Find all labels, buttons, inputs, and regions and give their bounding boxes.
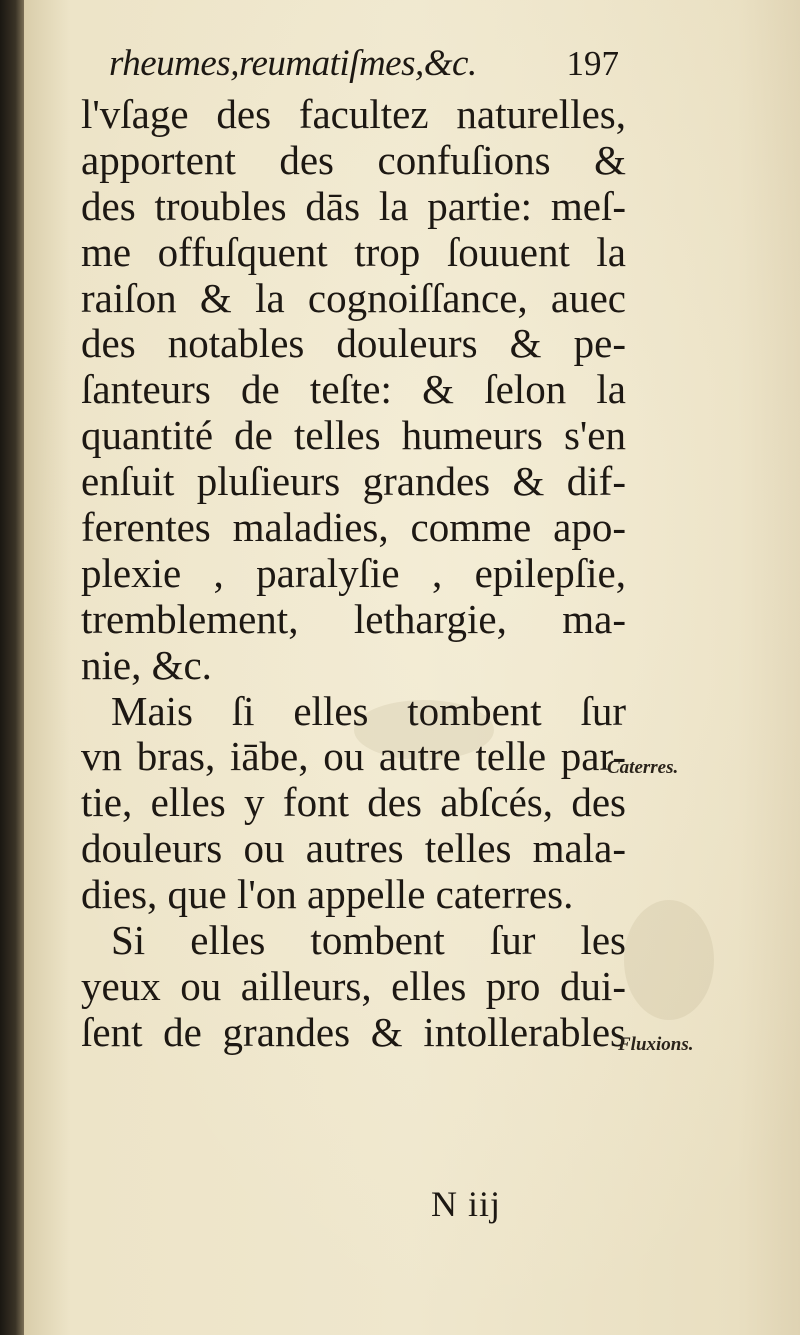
signature-mark: N iij bbox=[431, 1184, 502, 1224]
text-line: me offuſquent trop ſouuent la bbox=[81, 228, 626, 275]
book-page bbox=[24, 0, 800, 1335]
text-line: l'vſage des facultez naturelles, bbox=[81, 91, 626, 137]
paper-stain bbox=[624, 900, 714, 1020]
text-line: enſuit pluſieurs grandes & dif- bbox=[81, 458, 626, 505]
text-line: quantité de telles humeurs s'en bbox=[81, 412, 626, 459]
text-line: nie, &c. bbox=[81, 641, 212, 688]
text-line: raiſon & la cognoiſſance, auec bbox=[81, 274, 626, 321]
text-line: ſent de grandes & intollerables bbox=[81, 1008, 626, 1055]
text-line: tie, elles y font des abſcés, des bbox=[81, 779, 626, 826]
text-line: Mais ſi elles tombent ſur bbox=[111, 687, 626, 734]
text-line: des notables douleurs & pe- bbox=[81, 320, 626, 367]
running-head bbox=[109, 42, 619, 92]
text-line: plexie , paralyſie , epilepſie, bbox=[81, 549, 626, 596]
margin-note-caterres: Caterres. bbox=[607, 757, 679, 778]
text-line: dies, que l'on appelle caterres. bbox=[81, 871, 574, 918]
running-head-title: rheumes,reumatiſmes,&c. bbox=[109, 43, 477, 84]
text-line: yeux ou ailleurs, elles pro dui- bbox=[81, 962, 626, 1009]
text-line: des troubles dās la partie: meſ- bbox=[81, 182, 626, 229]
text-line: apportent des confuſions & bbox=[81, 136, 626, 183]
text-line: vn bras, iābe, ou autre telle par- bbox=[81, 733, 626, 780]
text-line: ſanteurs de teſte: & ſelon la bbox=[81, 366, 626, 413]
margin-note-fluxions: Fluxions. bbox=[618, 1034, 694, 1055]
page-number: 197 bbox=[566, 44, 619, 83]
text-line: ferentes maladies, comme apo- bbox=[81, 504, 626, 551]
text-line: Si elles tombent ſur les bbox=[111, 917, 626, 964]
text-line: tremblement, lethargie, ma- bbox=[81, 595, 626, 642]
text-line: douleurs ou autres telles mala- bbox=[81, 825, 626, 872]
body-text bbox=[81, 92, 626, 1056]
